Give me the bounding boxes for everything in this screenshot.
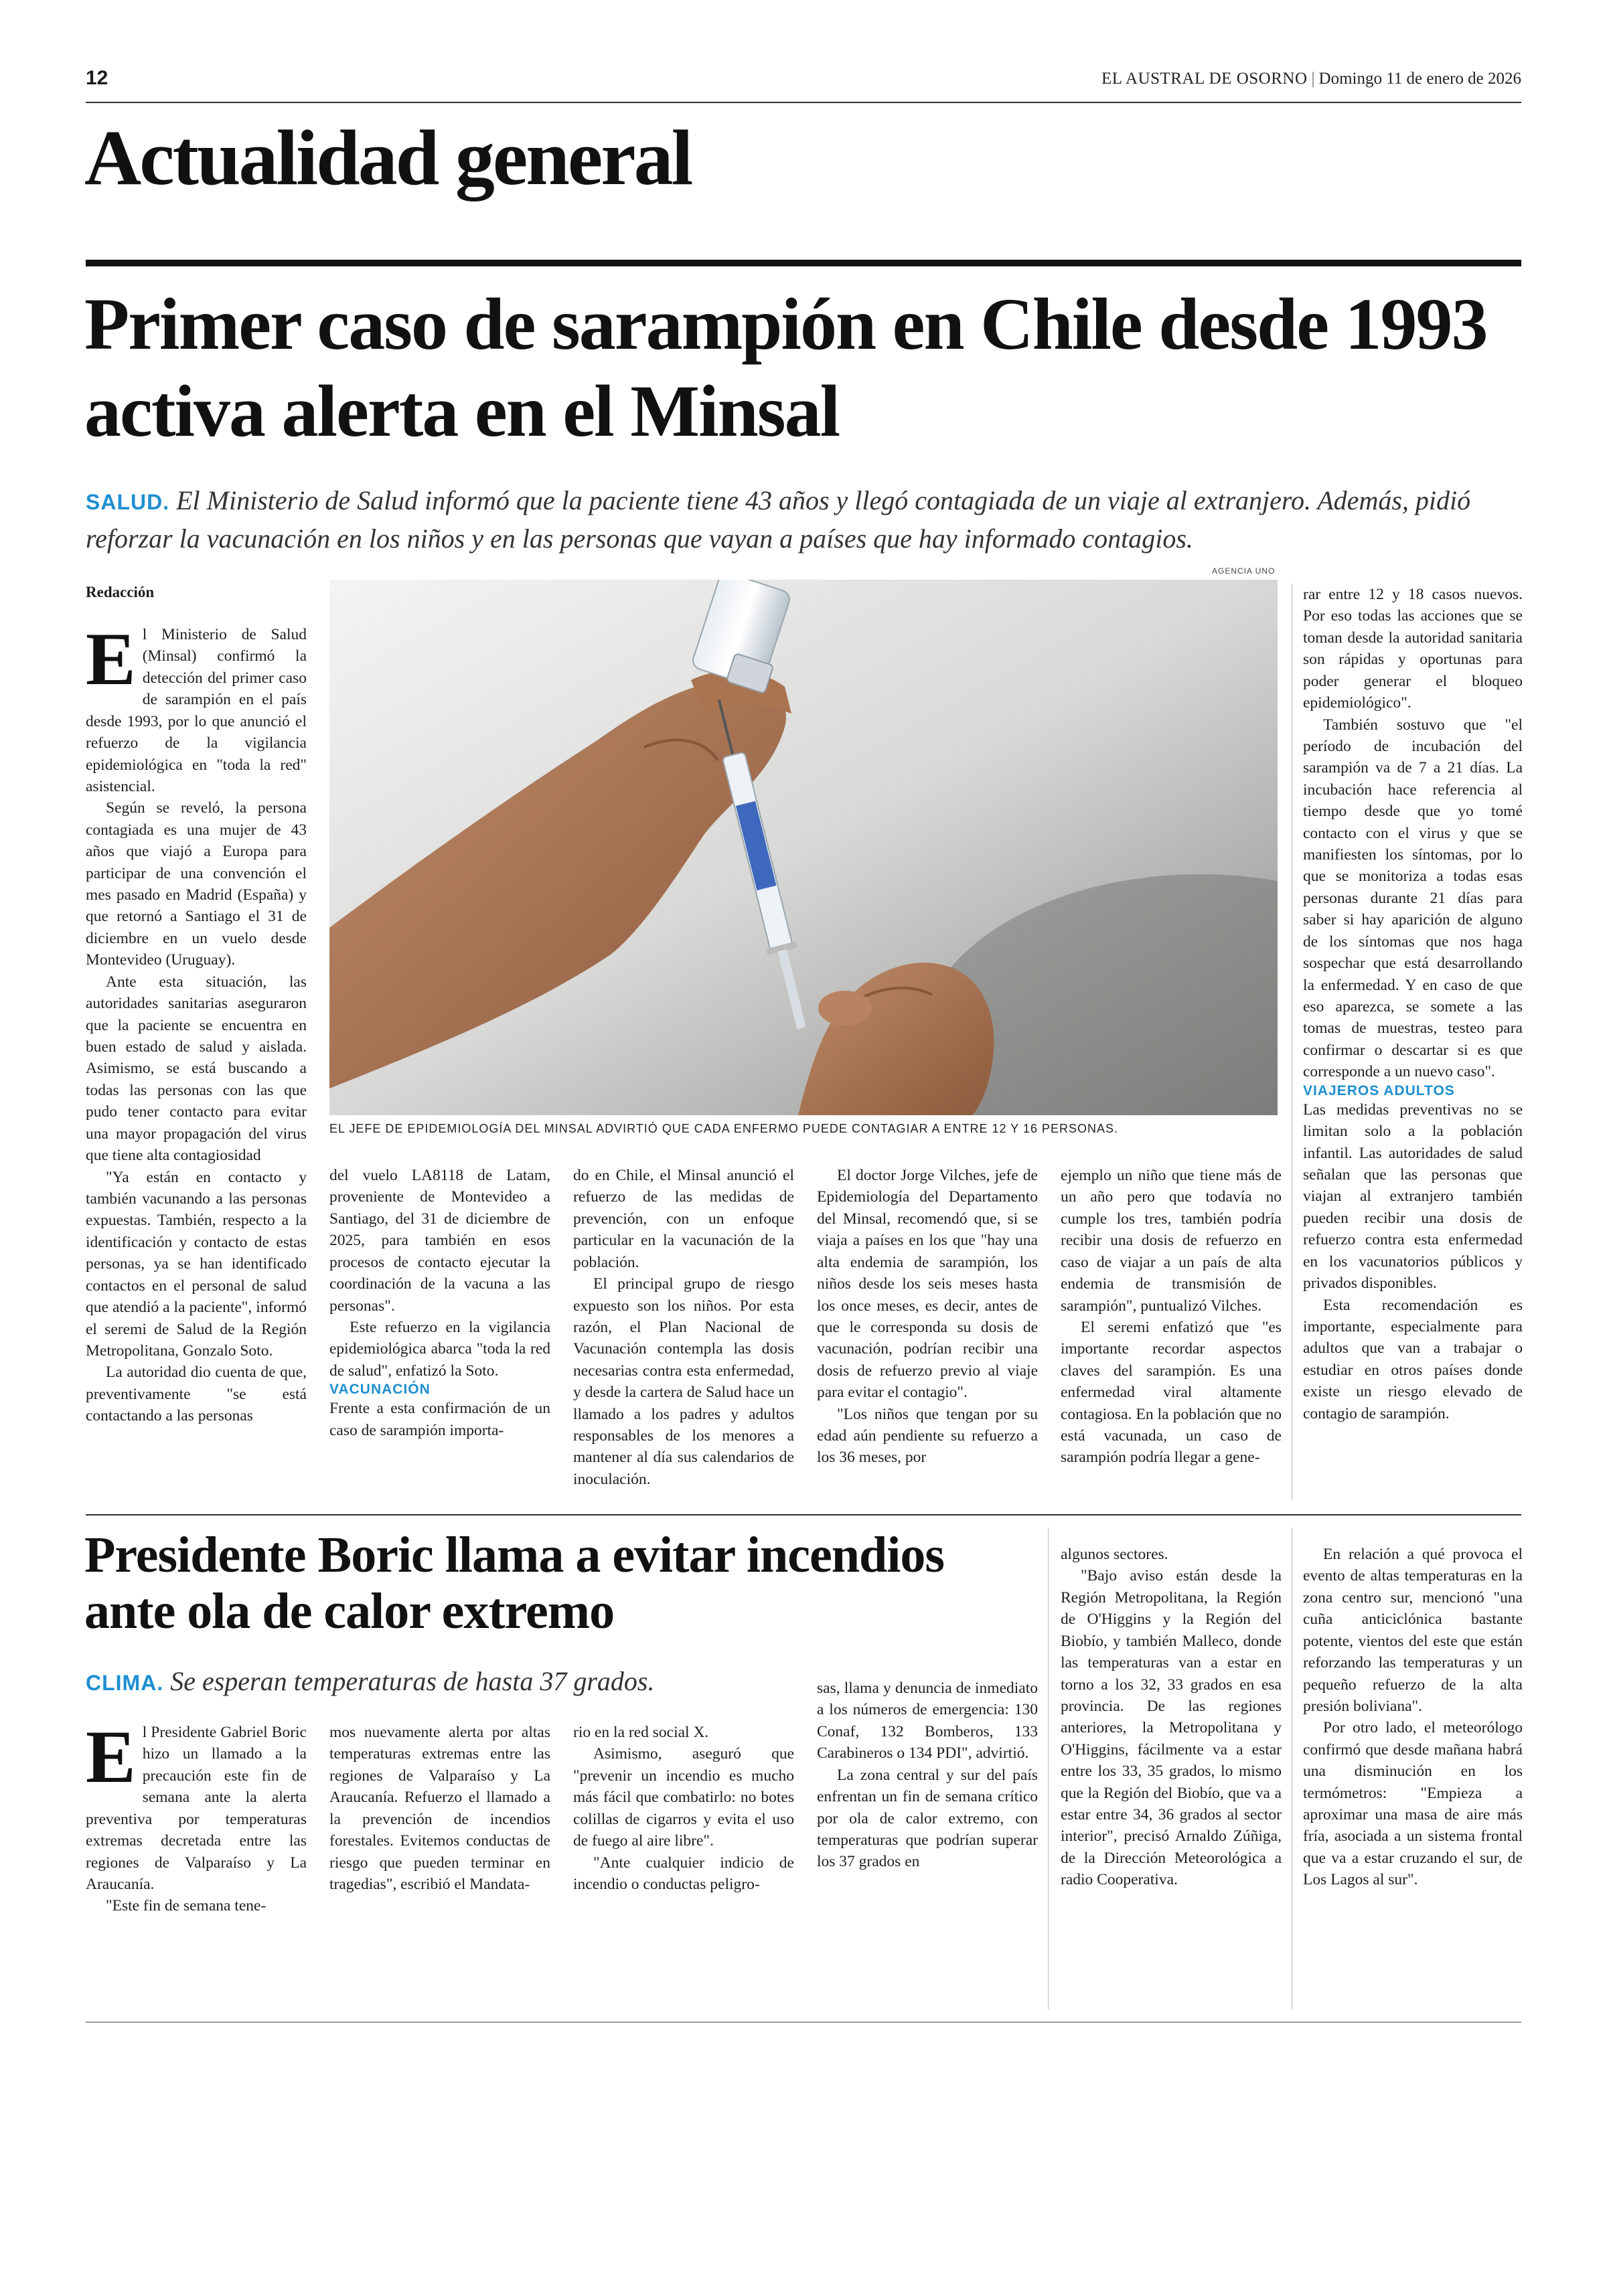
photo-caption: EL JEFE DE EPIDEMIOLOGÍA DEL MINSAL ADVIRTIÓ QUE CADA ENFERMO PUEDE CONTAGIAR A ENTRE 12 Y 16 PERSONAS.: [329, 1122, 1118, 1135]
article2-column-4: [817, 1677, 1038, 1873]
article2-column-2: [329, 1722, 550, 1895]
photo-credit: AGENCIA UNO: [1212, 566, 1276, 576]
article2-paragraph: Por otro lado, el meteorólogo confirmó que desde mañana habrá una disminución en los termómetros: "Empieza a aproximar una masa de aire más fría, asociada a un sistema frontal que va a estar cruzando el sur, de Los Lagos al sur".: [1303, 1719, 1523, 1889]
byline: Redacción: [86, 584, 155, 600]
column-divider: [1048, 1528, 1049, 2010]
article2-headline: Presidente Boric llama a evitar incendios ante ola de calor extremo: [84, 1527, 944, 1639]
article2-paragraph: algunos sectores.: [1061, 1546, 1168, 1563]
article2-kicker-label: CLIMA.: [86, 1671, 164, 1695]
top-rule: [86, 102, 1521, 103]
article1-paragraph: do en Chile, el Minsal anunció el refuerzo de las medidas de prevención, con un enfoque particular en la vacunación de la población.: [573, 1167, 794, 1271]
article2-paragraph: mos nuevamente alerta por altas temperaturas extremas entre las regiones de Valparaíso y La Araucanía. Refuerzo el llamado a la prevención de incendios forestales. Evitemos conductas de riesgo que pueden terminar en tragedias", escribió el Mandata-: [329, 1724, 550, 1893]
article1-headline: Primer caso de sarampión en Chile desde 1993 activa alerta en el Minsal: [84, 283, 1487, 452]
article1-paragraph: del vuelo LA8118 de Latam, proveniente de Montevideo a Santiago, del 31 de diciembre de 2025, para también en esos procesos de contacto ejecutar la coordinación de la vacuna a las personas".: [329, 1167, 550, 1315]
article1-paragraph: Según se reveló, la persona contagiada es una mujer de 43 años que viajó a Europa para participar de una convención el mes pasado en Madrid (España) y que retornó a Santiago el 31 de diciembre en un vuelo desde Montevideo (Uruguay).: [86, 799, 307, 969]
article1-paragraph: El principal grupo de riesgo expuesto son los niños. Por esta razón, el Plan Nacional de Vacunación contempla las dosis necesarias contra esta enfermedad, y desde la cartera de Salud hace un llamado a los padres y adultos responsables de los menores a mantener al día sus calendarios de inoculación.: [573, 1275, 794, 1488]
article1-paragraph: Esta recomendación es importante, especialmente para adultos que van a trabajar o estudiar en otros países donde existe un riesgo elevado de contagio de sarampión.: [1303, 1296, 1523, 1422]
article2-paragraph: "Bajo aviso están desde la Región Metropolitana, la Región de O'Higgins y la Región del Biobío, y también Malleco, donde las temperaturas van a estar en torno a los 32, 33 grados en esa provincia. De las regiones anteriores, la Metropolitana y O'Higgins, fácilmente va a estar entre los 33, 35 grados, lo mismo que la Región del Biobío, que va a estar entre 34, 36 grados al sector interior", precisó Arnaldo Zúñiga, de la Dirección Meteorológica a radio Cooperativa.: [1061, 1567, 1282, 1889]
article1-column-2: [329, 1165, 550, 1441]
article1-column-6: [1303, 584, 1523, 1424]
article-divider: [86, 1514, 1521, 1515]
article2-column-5: [1061, 1544, 1282, 1891]
newspaper-name: EL AUSTRAL DE OSORNO: [1101, 70, 1308, 88]
article2-column-6: [1303, 1544, 1523, 1891]
article2-paragraph: En relación a qué provoca el evento de altas temperaturas en la zona centro sur, mencionó "una cuña anticiclónica bastante potente, vientos del este que están reforzando las temperaturas y un pequeño refuerzo de la alta presión boliviana".: [1303, 1546, 1523, 1715]
article1-paragraph: rar entre 12 y 18 casos nuevos. Por eso todas las acciones que se toman desde la autoridad sanitaria son rápidas y oportunas para poder generar el bloqueo epidemiológico".: [1303, 586, 1523, 712]
article1-paragraph: Este refuerzo en la vigilancia epidemiológica abarca "toda la red de salud", enfatizó la Soto.: [329, 1318, 550, 1380]
article2-kicker-text: Se esperan temperaturas de hasta 37 grados.: [170, 1666, 655, 1696]
article1-paragraph: Las medidas preventivas no se limitan solo a la población infantil. Las autoridades de salud señalan que las personas que viajan al extranjero también pueden recibir una dosis de refuerzo contra esta enfermedad en los vacunatorios públicos y privados disponibles.: [1303, 1100, 1523, 1293]
article2-paragraph: "Este fin de semana tene-: [106, 1897, 266, 1915]
article2-paragraph: "Ante cualquier indicio de incendio o conductas peligro-: [573, 1854, 794, 1893]
article1-kicker: [86, 482, 1525, 558]
article1-paragraph: Frente a esta confirmación de un caso de sarampión importa-: [329, 1400, 550, 1439]
article1-column-3: [573, 1165, 794, 1490]
article2-paragraph: El Presidente Gabriel Boric hizo un llamado a la precaución este fin de semana ante la alerta preventiva por temperaturas extremas decretada entre las regiones de Valparaíso y La Araucanía.: [86, 1716, 307, 1893]
article2-paragraph: La zona central y sur del país enfrentan un fin de semana crítico por ola de calor extremo, con temperaturas que podrían superar los 37 grados en: [817, 1766, 1038, 1871]
article1-paragraph: También sostuvo que "el período de incubación del sarampión va de 7 a 21 días. La incubación hace referencia al tiempo desde que yo tomé contacto con el virus y que se manifiesten los síntomas, por lo que se monitoriza a todas esas personas durante 21 días para saber si hay aparición de alguno de los síntomas que nos haga sospechar que está desarrollando la enfermedad. Y en caso de que eso aparezca, se somete a las tomas de muestras, testeo para confirmar o descartar si es que corresponde a un nuevo caso".: [1303, 716, 1523, 1081]
article1-paragraph: El Ministerio de Salud (Minsal) confirmó la detección del primer caso de sarampión en el país desde 1993, por lo que anunció el refuerzo de la vigilancia epidemiológica en "toda la red" asistencial.: [86, 618, 307, 795]
article2-paragraph: Asimismo, aseguró que "prevenir un incendio es mucho más fácil que combatirlo: no botes colillas de cigarros y evita el uso de fuego al aire libre".: [573, 1745, 794, 1850]
article1-paragraph: Ante esta situación, las autoridades sanitarias aseguraron que la paciente se encuentra en buen estado de salud y aislada. Asimismo, se está buscando a todas las personas con las que pudo tener contacto para evitar una mayor propagación del virus que tiene alta contagiosidad: [86, 973, 307, 1165]
section-rule: [86, 260, 1521, 266]
publication-date: Domingo 11 de enero de 2026: [1318, 70, 1521, 88]
article1-paragraph: La autoridad dio cuenta de que, preventivamente "se está contactando a las personas: [86, 1364, 307, 1425]
article1-kicker-text: El Ministerio de Salud informó que la paciente tiene 43 años y llegó contagiada de un viaje al extranjero. Además, pidió reforzar la vacunación en los niños y en las personas que vayan a países que hay informado contagios.: [86, 485, 1471, 554]
vaccine-photo: [329, 580, 1278, 1115]
page-number: 12: [86, 67, 108, 89]
article1-column-1: [86, 584, 307, 1427]
article2-column-3: [573, 1722, 794, 1895]
article1-paragraph: "Ya están en contacto y también vacunando a las personas expuestas. También, respecto a la identificación y contacto de estas personas, ya se han identificado contactos en el personal de salud que atendió a la paciente", informó el seremi de Salud de la Región Metropolitana, Gonzalo Soto.: [86, 1168, 307, 1360]
drop-cap: E: [86, 1716, 136, 1799]
article2-column-1: [86, 1716, 307, 1917]
article2-paragraph: sas, llama y denuncia de inmediato a los números de emergencia: 130 Conaf, 132 Bomberos, 133 Carabineros o 134 PDI", advirtió.: [817, 1679, 1038, 1762]
bottom-rule: [86, 2022, 1521, 2023]
section-title: Actualidad general: [84, 114, 692, 201]
article1-paragraph: "Los niños que tengan por su edad aún pendiente su refuerzo a los 36 meses, por: [817, 1405, 1038, 1467]
article1-column-4: [817, 1165, 1038, 1469]
masthead: EL AUSTRAL DE OSORNO | Domingo 11 de enero de 2026: [1101, 70, 1521, 88]
article1-paragraph: ejemplo un niño que tiene más de un año pero que todavía no cumple los tres, también podría recibir una dosis de refuerzo en caso de viajar a un país de alta endemia de transmisión de sarampión", puntualizó Vilches.: [1061, 1167, 1282, 1315]
subhead-viajeros-adultos: VIAJEROS ADULTOS: [1303, 1082, 1455, 1098]
article1-kicker-label: SALUD.: [86, 490, 170, 514]
drop-cap: E: [86, 618, 136, 701]
article1-paragraph: El doctor Jorge Vilches, jefe de Epidemiología del Departamento del Minsal, recomendó que, si se viaja a países en los que "hay una alta endemia de sarampión, los niños desde los seis meses hasta los once meses, es decir, antes de que le corresponda su dosis de vacunación, podrían recibir una dosis de refuerzo previo al viaje para evitar el contagio".: [817, 1167, 1038, 1402]
article2-paragraph: rio en la red social X.: [573, 1724, 709, 1741]
article1-paragraph: El seremi enfatizó que "es importante recordar aspectos claves del sarampión. Es una enfermedad viral altamente contagiosa. En la población que no está vacunada, un caso de sarampión podría llegar a gene-: [1061, 1318, 1282, 1467]
article1-column-5: [1061, 1165, 1282, 1469]
subhead-vacunacion: VACUNACIÓN: [329, 1382, 431, 1398]
